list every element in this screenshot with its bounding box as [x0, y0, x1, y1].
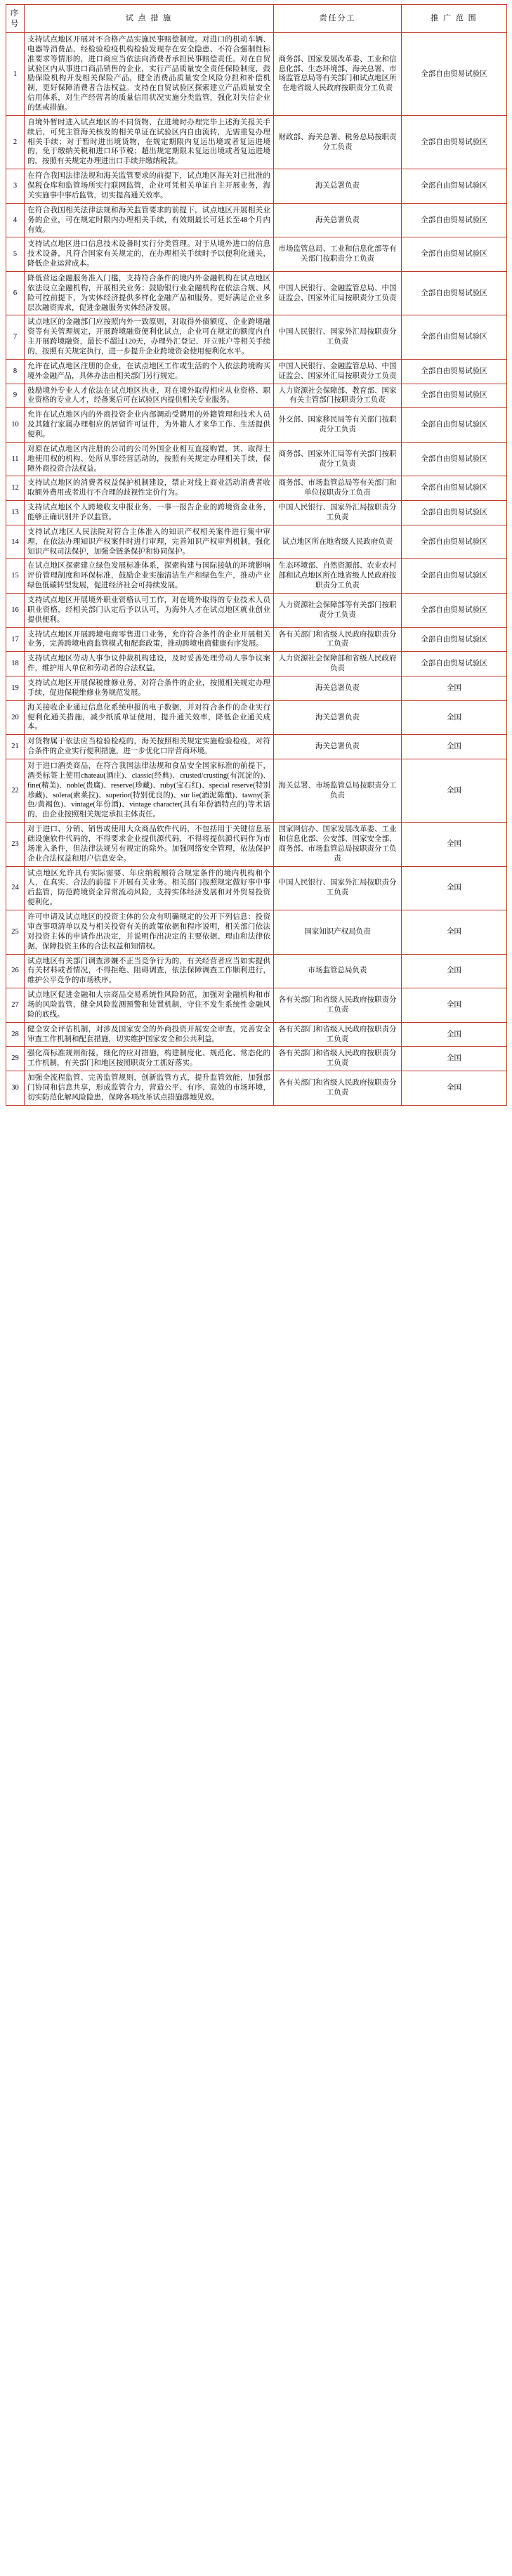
header-scope: 推 广 范 围 — [402, 5, 507, 33]
row-responsibility: 各有关部门和省级人民政府按职责分工负责 — [274, 627, 402, 652]
row-scope: 全部自由贸易试验区 — [402, 594, 507, 628]
row-scope: 全部自由贸易试验区 — [402, 408, 507, 443]
row-responsibility: 人力资源社会保障部等有关部门按职责分工负责 — [274, 594, 402, 628]
row-responsibility: 市场监管总局、工业和信息化部等有关部门按职责分工负责 — [274, 237, 402, 272]
row-number: 16 — [6, 594, 25, 628]
row-number: 23 — [6, 823, 25, 866]
row-measure: 试点地区有关部门调查涉嫌不正当竞争行为的，有关经营者应当如实提供有关材料或者情况，不得拒绝、阻碍调查，依法保障调查工作顺利进行，维护公平竞争的市场秩序。 — [25, 954, 274, 988]
row-responsibility: 试点地区所在地省级人民政府负责 — [274, 525, 402, 559]
row-number: 18 — [6, 652, 25, 676]
row-measure: 支持试点地区开展保税维修业务，对符合条件的企业，按照相关规定办理手续，促进保税维修业务规范发展。 — [25, 676, 274, 701]
row-measure: 允许在试点地区内的外商投资企业内部调动受聘用的外籍管理和技术人员及其随行家属办理相应的居留许可证件，为外籍人才来华工作、生活提供便利。 — [25, 408, 274, 443]
row-responsibility: 海关总署负责 — [274, 735, 402, 759]
row-scope: 全国 — [402, 823, 507, 866]
row-measure: 强化高标准规则衔接，细化的应对措施，构建制度化、规范化、常态化的工作机制，有关部门和地区按照职责分工抓好落实。 — [25, 1047, 274, 1071]
row-scope: 全部自由贸易试验区 — [402, 501, 507, 525]
row-responsibility: 海关总署负责 — [274, 169, 402, 204]
row-number: 19 — [6, 676, 25, 701]
table-row — [6, 676, 507, 701]
row-scope: 全部自由贸易试验区 — [402, 33, 507, 116]
table-body — [6, 33, 507, 1106]
row-responsibility: 国家网信办、国家发展改革委、工业和信息化部、公安部、国家安全部、商务部、市场监管总局按职责分工负责 — [274, 823, 402, 866]
table-row — [6, 237, 507, 272]
row-scope: 全部自由贸易试验区 — [402, 384, 507, 408]
row-number: 26 — [6, 954, 25, 988]
table-header — [6, 5, 507, 33]
table-row — [6, 115, 507, 169]
row-number: 24 — [6, 866, 25, 910]
row-measure: 试点地区促进金融和大宗商品交易系统性风险防范，加强对金融机构和市场的风险监管，健全风险监测预警和处置机制，守住不发生系统性金融风险的底线。 — [25, 988, 274, 1023]
row-number: 25 — [6, 910, 25, 954]
row-scope: 全部自由贸易试验区 — [402, 627, 507, 652]
row-responsibility: 国家知识产权局负责 — [274, 910, 402, 954]
row-responsibility: 财政部、海关总署、税务总局按职责分工负责 — [274, 115, 402, 169]
row-number: 11 — [6, 442, 25, 476]
row-responsibility: 海关总署、市场监管总局按职责分工负责 — [274, 759, 402, 823]
row-number: 28 — [6, 1022, 25, 1047]
table-row — [6, 33, 507, 116]
row-number: 29 — [6, 1047, 25, 1071]
row-scope: 全部自由贸易试验区 — [402, 442, 507, 476]
table-row — [6, 559, 507, 594]
table-row — [6, 476, 507, 501]
row-number: 3 — [6, 169, 25, 204]
row-number: 6 — [6, 271, 25, 315]
row-number: 20 — [6, 700, 25, 735]
row-scope: 全部自由贸易试验区 — [402, 271, 507, 315]
row-number: 15 — [6, 559, 25, 594]
row-number: 30 — [6, 1071, 25, 1106]
table-row — [6, 700, 507, 735]
table-row — [6, 169, 507, 204]
row-responsibility: 商务部、国家外汇局等有关部门按职责分工负责 — [274, 442, 402, 476]
row-scope: 全国 — [402, 1047, 507, 1071]
table-row — [6, 594, 507, 628]
header-measure: 试 点 措 施 — [25, 5, 274, 33]
row-scope: 全国 — [402, 866, 507, 910]
table-row — [6, 525, 507, 559]
table-row — [6, 988, 507, 1023]
row-scope: 全部自由贸易试验区 — [402, 652, 507, 676]
table-row — [6, 1047, 507, 1071]
row-number: 10 — [6, 408, 25, 443]
row-number: 21 — [6, 735, 25, 759]
row-responsibility: 中国人民银行、金融监管总局、中国证监会、国家外汇局按职责分工负责 — [274, 271, 402, 315]
row-number: 14 — [6, 525, 25, 559]
row-scope: 全国 — [402, 676, 507, 701]
row-responsibility: 人力资源社会保障部、教育部、国家有关主管部门按职责分工负责 — [274, 384, 402, 408]
table-row — [6, 823, 507, 866]
table-row — [6, 271, 507, 315]
table-row — [6, 627, 507, 652]
row-number: 12 — [6, 476, 25, 501]
row-measure: 允许在试点地区注册的企业，在试点地区工作或生活的个人依法跨境购买境外金融产品，具体办法由相关部门另行规定。 — [25, 359, 274, 384]
row-responsibility: 中国人民银行、国家外汇局按职责分工负责 — [274, 501, 402, 525]
row-scope: 全部自由贸易试验区 — [402, 559, 507, 594]
table-row — [6, 1071, 507, 1106]
row-measure: 对货物属于依法应当检验检疫的，海关按照相关规定实施检验检疫，对符合条件的企业实行便利措施，进一步优化口岸营商环境。 — [25, 735, 274, 759]
row-measure: 试点地区的金融部门应按照内外一致原则，对取得外债额度、企业跨境融资等有关管理规定，开展跨境融资便利化试点，企业可在规定的额度内自主开展跨境融资，最长不超过120天，办理外汇登记、开立账户等相关手续的，按照有关规定执行，进一步提升企业跨境资金使用便利化水平。 — [25, 315, 274, 359]
row-responsibility: 中国人民银行、国家外汇局按职责分工负责 — [274, 315, 402, 359]
row-responsibility: 商务部、国家发展改革委、工业和信息化部、生态环境部、海关总署、市场监管总局等有关部门和试点地区所在地省级人民政府按职责分工负责 — [274, 33, 402, 116]
row-number: 17 — [6, 627, 25, 652]
row-scope: 全部自由贸易试验区 — [402, 315, 507, 359]
row-measure: 自境外暂时进入试点地区的不同货物、在进境时办理完毕上述海关报关手续后，可凭主管海关核发的相关单证在试验区内自由流转，无需重复办理相关手续；对于暂时进出境货物，在规定期限内复运出境或者复运进境的，免于缴纳关税和进口环节税；超出规定期限未复运出境或者复运进境的，按照有关规定办理进出口手续并缴纳税款。 — [25, 115, 274, 169]
row-measure: 支持试点地区开展跨境电商零售进口业务，允许符合条件的企业开展相关业务，完善跨境电商监管模式和配套政策，推动跨境电商健康有序发展。 — [25, 627, 274, 652]
row-measure: 对于进口、分销、销售或使用大众商品软件代码，不包括用于关键信息基础设施软件代码的，不得要求企业提供源代码，不得将提供源代码作为市场准入条件，但法律法规另有规定的除外。加强网络安全管理，依法保护企业合法权益和用户信息安全。 — [25, 823, 274, 866]
row-responsibility: 人力资源社会保障部和省级人民政府负责 — [274, 652, 402, 676]
row-responsibility: 海关总署负责 — [274, 203, 402, 237]
row-number: 22 — [6, 759, 25, 823]
row-responsibility: 中国人民银行、金融监管总局、中国证监会、国家外汇局按职责分工负责 — [274, 359, 402, 384]
document-sheet — [0, 0, 512, 1113]
row-responsibility: 各有关部门和省级人民政府按职责分工负责 — [274, 1047, 402, 1071]
row-responsibility: 海关总署负责 — [274, 676, 402, 701]
row-number: 27 — [6, 988, 25, 1023]
row-scope: 全国 — [402, 759, 507, 823]
table-row — [6, 359, 507, 384]
row-measure: 支持试点地区进口信息技术设备时实行分类管理。对于从境外进口的信息技术设备，凡符合国家有关规定的，在办理相关手续时予以便利化通关，降低企业运营成本。 — [25, 237, 274, 272]
row-responsibility: 生态环境部、自然资源部、农业农村部和试点地区所在地省级人民政府按职责分工负责 — [274, 559, 402, 594]
table-row — [6, 866, 507, 910]
row-scope: 全部自由贸易试验区 — [402, 203, 507, 237]
row-measure: 鼓励境外专业人才依法在试点地区执业，对在境外取得相应从业资格、职业资格的专业人才，经备案后可在试验区内提供相关专业服务。 — [25, 384, 274, 408]
row-scope: 全国 — [402, 910, 507, 954]
row-measure: 支持试点地区开展对不合格产品实施民事赔偿制度。对进口的机动车辆、电器等消费品，经检验检疫机构检验发现存在安全隐患、不符合强制性标准要求等情形的，进口商应当依法向消费者承担民事赔偿责任。对在自贸试验区内从事进口商品销售的企业，实行产品质量安全责任保险制度，鼓励保险机构开发相关保险产品，健全消费品质量安全风险分担和补偿机制，更好保障消费者合法权益。支持在自贸试验区探索建立产品质量安全信用体系，对生产经营者的质量信用状况实施分类监管，强化对失信企业的惩戒措施。 — [25, 33, 274, 116]
row-responsibility: 外交部、国家移民局等有关部门按职责分工负责 — [274, 408, 402, 443]
row-measure: 降低营运金融服务准入门槛，支持符合条件的境内外金融机构在试点地区依法设立金融机构，开展相关业务；鼓励银行业金融机构在依法合规、风险可控前提下，为实体经济提供多样化金融产品和服务，更好满足企业多层次融资需求，促进金融服务实体经济发展。 — [25, 271, 274, 315]
policy-measures-table — [6, 4, 507, 1106]
row-number: 7 — [6, 315, 25, 359]
row-number: 2 — [6, 115, 25, 169]
table-row — [6, 910, 507, 954]
row-measure: 对原在试点地区内注册的公司的公司外国企业相互直接购置，其、取得土地使用权的机构、处所从事经营活动的，按照有关规定办理相关手续，保障外商投资合法权益。 — [25, 442, 274, 476]
row-measure: 支持试点地区个人跨境收支申报业务，一事一报告企业的跨境资金业务，能够正确识别并予以监管。 — [25, 501, 274, 525]
row-measure: 在符合我国相关法律法规和海关监管要求的前提下，试点地区开展相关业务的企业，可在规定时限内办理相关手续，有效期最长可延长至48个月内有效。 — [25, 203, 274, 237]
table-row — [6, 735, 507, 759]
table-row — [6, 384, 507, 408]
row-scope: 全国 — [402, 954, 507, 988]
row-scope: 全国 — [402, 1022, 507, 1047]
row-responsibility: 各有关部门和省级人民政府按职责分工负责 — [274, 1022, 402, 1047]
row-scope: 全国 — [402, 700, 507, 735]
row-responsibility: 海关总署负责 — [274, 700, 402, 735]
row-number: 9 — [6, 384, 25, 408]
row-scope: 全部自由贸易试验区 — [402, 359, 507, 384]
table-header-row — [6, 5, 507, 33]
row-scope: 全部自由贸易试验区 — [402, 476, 507, 501]
row-responsibility: 市场监管总局负责 — [274, 954, 402, 988]
row-measure: 健全安全评估机制，对涉及国家安全的外商投资开展安全审查，完善安全审查工作机制和配套措施，切实维护国家安全和公共利益。 — [25, 1022, 274, 1047]
row-measure: 许可申请及试点地区的投资主体的公众有明确规定的公开下列信息：投资审查事项清单以及与相关投资有关的政策依据和程序说明，相关部门依法对投资主体的申请作出决定，并说明作出决定的主要依据、理由和法律依据，保障投资主体的合法权益和知情权。 — [25, 910, 274, 954]
table-row — [6, 501, 507, 525]
row-responsibility: 商务部、市场监管总局等有关部门和单位按职责分工负责 — [274, 476, 402, 501]
row-responsibility: 各有关部门和省级人民政府按职责分工负责 — [274, 1071, 402, 1106]
row-measure: 对于进口酒类商品，在符合我国法律法规和食品安全国家标准的前提下，酒类标签上使用chateau(酒庄)、classic(经典)、crusted/crusting(有沉淀的)、fine(精美)、noble(贵腐)、reserve(珍藏)、ruby(宝石红)、special reserve(特别珍藏)、solera(索莱拉)、superior(特别优良的)、sur lie(酒泥陈酿)、tawny(茶色/黄褐色)、vintage(年份酒)、vintage character(具有年份酒特点的)等术语的，由企业按照相关规定承担主体责任。 — [25, 759, 274, 823]
table-row — [6, 315, 507, 359]
table-row — [6, 203, 507, 237]
row-scope: 全国 — [402, 1071, 507, 1106]
row-measure: 支持试点地区人民法院对符合主体准入的知识产权相关案件进行集中审理，在依法办理知识产权案件时进行审理，完善知识产权审判机制，强化知识产权司法保护，加强全链条保护和协同保护。 — [25, 525, 274, 559]
row-measure: 支持试点地区开展境外职业资格认可工作，对在境外取得的专业技术人员职业资格，经相关部门认定后予以认可，为海外人才在试点地区就业创业提供便利。 — [25, 594, 274, 628]
row-measure: 海关接收企业通过信息化系统申报的电子数据，并对符合条件的企业实行便利化通关措施，减少纸质单证使用，提升通关效率，降低企业通关成本。 — [25, 700, 274, 735]
row-measure: 支持试点地区的消费者权益保护机制建设，禁止对线上商业活动消费者收取额外费用或者进行不合理的歧视性定价行为。 — [25, 476, 274, 501]
table-row — [6, 652, 507, 676]
row-number: 1 — [6, 33, 25, 116]
row-scope: 全国 — [402, 735, 507, 759]
row-measure: 加强全流程监管、完善监管规则，创新监管方式，提升监管效能，加强部门协同和信息共享，形成监管合力，营造公平、有序、高效的市场环境，切实防范化解风险隐患，保障各项改革试点措施落地见效。 — [25, 1071, 274, 1106]
row-measure: 支持试点地区劳动人事争议仲裁机构建设，及时妥善处理劳动人事争议案件，维护用人单位和劳动者的合法权益。 — [25, 652, 274, 676]
row-number: 5 — [6, 237, 25, 272]
row-responsibility: 中国人民银行、国家外汇局按职责分工负责 — [274, 866, 402, 910]
row-scope: 全部自由贸易试验区 — [402, 169, 507, 204]
row-measure: 在试点地区探索建立绿色发展标准体系，探索构建与国际接轨的环境影响评价管理制度和环保标准，鼓励企业实施清洁生产和绿色生产，推动产业绿色低碳转型发展，促进经济社会可持续发展。 — [25, 559, 274, 594]
table-row — [6, 442, 507, 476]
table-row — [6, 1022, 507, 1047]
row-scope: 全部自由贸易试验区 — [402, 525, 507, 559]
table-row — [6, 759, 507, 823]
row-measure: 试点地区允许具有实际需要、年应纳税额符合规定条件的境内机构和个人，在真实、合法的前提下开展有关业务。相关部门按照规定做好事中事后监管，防范跨境资金异常流动风险，支持实体经济发展和对外贸易投资便利化。 — [25, 866, 274, 910]
row-scope: 全部自由贸易试验区 — [402, 115, 507, 169]
row-measure: 在符合我国法律法规和海关监管要求的前提下，试点地区海关对已批准的保税仓库和监管场所实行联网监管，企业可凭相关单证自主开展业务，海关实施事中事后监管，切实提高通关效率。 — [25, 169, 274, 204]
row-number: 13 — [6, 501, 25, 525]
header-responsibility: 责任分工 — [274, 5, 402, 33]
row-scope: 全部自由贸易试验区 — [402, 237, 507, 272]
row-responsibility: 各有关部门和省级人民政府按职责分工负责 — [274, 988, 402, 1023]
row-number: 4 — [6, 203, 25, 237]
row-number: 8 — [6, 359, 25, 384]
table-row — [6, 408, 507, 443]
table-row — [6, 954, 507, 988]
row-scope: 全国 — [402, 988, 507, 1023]
header-no: 序号 — [6, 5, 25, 33]
